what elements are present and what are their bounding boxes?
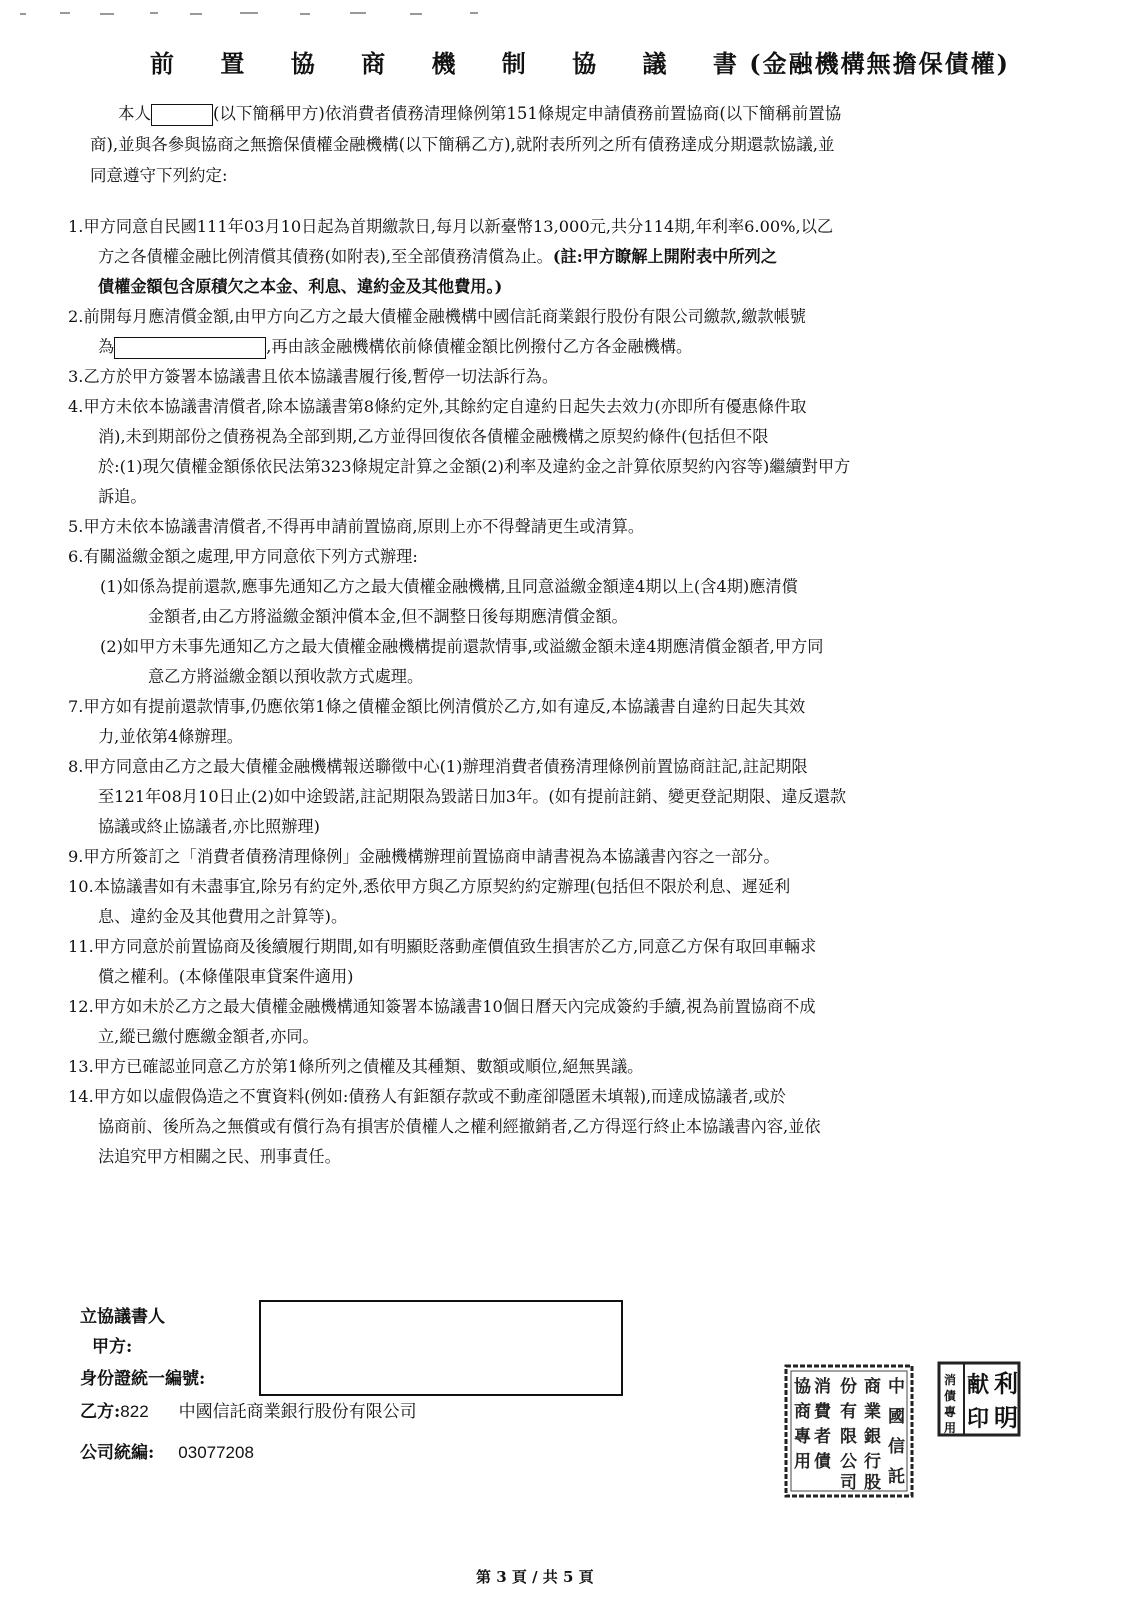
clause-6: [68, 542, 1068, 692]
stamp-text: 份: [840, 1377, 857, 1397]
stamp-text: 銀: [864, 1427, 881, 1447]
party-b-name: 中國信託商業銀行股份有限公司: [178, 1402, 417, 1422]
clause-line: 5.甲方未依本協議書清償者,不得再申請前置協商,原則上亦不得聲請更生或清算。: [68, 517, 645, 536]
clause-note: (註:甲方瞭解上開附表中所列之: [552, 247, 777, 266]
clause-line: 訴追。: [98, 487, 147, 506]
stamp-text: 債: [944, 1389, 957, 1403]
title-suffix: (金融機構無擔保債權): [749, 49, 1010, 78]
stamp-text: 託: [888, 1467, 905, 1487]
title-char: 書: [712, 49, 739, 78]
clause-line: 3.乙方於甲方簽署本協議書且依本協議書履行後,暫停一切法訴行為。: [68, 367, 559, 386]
clause-line: 12.甲方如未於乙方之最大債權金融機構通知簽署本協議書10個日曆天內完成簽約手續,視為前置協商不成: [68, 997, 816, 1016]
clause-14: [68, 1082, 1068, 1172]
clause-line: 4.甲方未依本協議書清償者,除本協議書第8條約定外,其餘約定自違約日起失去效力(亦即所有優惠條件取: [68, 397, 807, 416]
clause-line: 至121年08月10日止(2)如中途毀諾,註記期限為毀諾日加3年。(如有提前註銷、變更登記期限、違反還款: [98, 787, 847, 806]
clause-1: [68, 212, 1068, 302]
clause-line: 14.甲方如以虛假偽造之不實資料(例如:債務人有鉅額存款或不動產卻隱匿未填報),而達成協議者,或於: [68, 1087, 786, 1106]
clause-line: 1.甲方同意自民國111年03月10日起為首期繳款日,每月以新臺幣13,000元,共分114期,年利率6.00%,以乙: [68, 217, 834, 236]
redacted-signature-box: [259, 1300, 623, 1396]
clause-line: 9.甲方所簽訂之「消費者債務清理條例」金融機構辦理前置協商申請書視為本協議書內容之一部分。: [68, 847, 780, 866]
clause-line: 消),未到期部份之債務視為全部到期,乙方並得回復依各債權金融機構之原契約條件(包括但不限: [98, 427, 769, 446]
clause-text: 方之各債權金融比例清償其債務(如附表),至全部債務清償為止。: [98, 247, 553, 266]
party-b-label: 乙方:: [80, 1402, 121, 1422]
clause-8: [68, 752, 1068, 842]
stamp-text: 費: [814, 1402, 831, 1422]
clause-line: 協商前、後所為之無償或有償行為有損害於債權人之權利經撤銷者,乙方得逕行終止本協議書內容,並依: [98, 1117, 821, 1136]
clause-4: [68, 392, 1068, 512]
stamp-text: 債: [814, 1452, 831, 1472]
stamp-text: 印: [967, 1406, 990, 1432]
clause-line: 立,縱已繳付應繳金額者,亦同。: [98, 1027, 319, 1046]
clause-line: 協議或終止協議者,亦比照辦理): [98, 817, 320, 836]
signatory-heading: 立協議書人: [80, 1307, 165, 1327]
intro-line1: (以下簡稱甲方)依消費者債務清理條例第151條規定申請債務前置協商(以下簡稱前置協: [213, 104, 842, 123]
stamp-text: 商: [794, 1402, 811, 1422]
clause-line: 7.甲方如有提前還款情事,仍應依第1條之債權金額比例清償於乙方,如有違反,本協議書自違約日起失其效: [68, 697, 806, 716]
sub-clause-line: 意乙方將溢繳金額以預收款方式處理。: [148, 667, 424, 686]
redacted-account: [114, 337, 266, 359]
title-char: 協: [290, 49, 317, 78]
stamp-text: 献: [967, 1372, 990, 1398]
stamp-text: 明: [994, 1403, 1018, 1432]
stamp-text: 信: [888, 1437, 905, 1457]
stamp-text: 利: [994, 1369, 1018, 1398]
title-char: 機: [431, 49, 458, 78]
stamp-text: 限: [840, 1427, 857, 1447]
sub-clause-line: 金額者,由乙方將溢繳金額沖償本金,但不調整日後每期應清償金額。: [148, 607, 628, 626]
company-id-row: [80, 1438, 254, 1463]
clause-line: 6.有關溢繳金額之處理,甲方同意依下列方式辦理:: [68, 547, 418, 566]
clause-line: 償之權利。(本條僅限車貸案件適用): [98, 967, 354, 986]
stamp-text: 用: [794, 1452, 811, 1472]
company-id-value: 03077208: [178, 1443, 254, 1462]
clause-line: [68, 332, 1068, 362]
clause-line: 8.甲方同意由乙方之最大債權金融機構報送聯徵中心(1)辦理消費者債務清理條例前置協商註記,註記期限: [68, 757, 808, 776]
sub-clause-line: (2)如甲方未事先通知乙方之最大債權金融機構提前還款情事,或溢繳金額未達4期應清償金額者,甲方同: [100, 637, 824, 656]
sub-clause-line: (1)如係為提前還款,應事先通知乙方之最大債權金融機構,且同意溢繳金額達4期以上(含4期)應清償: [100, 577, 798, 596]
personal-seal-stamp: [936, 1360, 1022, 1438]
stamp-text: 司: [840, 1473, 857, 1493]
title-char: 商: [361, 49, 388, 78]
stamp-text: 協: [794, 1377, 811, 1397]
id-number-label: 身份證統一編號:: [80, 1369, 206, 1389]
stamp-text: 用: [944, 1421, 957, 1435]
clause-5: [68, 512, 1068, 542]
clause-3: [68, 362, 1068, 392]
party-a-label: 甲方:: [92, 1337, 133, 1357]
clause-2: [68, 302, 1068, 362]
stamp-text: 者: [814, 1427, 831, 1447]
clause-line: 2.前開每月應清償金額,由甲方向乙方之最大債權金融機構中國信託商業銀行股份有限公司繳款,繳款帳號: [68, 307, 806, 326]
stamp-text: 行: [864, 1452, 881, 1472]
stamp-text: 有: [840, 1402, 857, 1422]
scan-noise: [20, 8, 540, 22]
redacted-name: [151, 104, 213, 126]
clause-7: [68, 692, 1068, 752]
party-b-code: 822: [120, 1402, 149, 1421]
stamp-text: 專: [794, 1427, 811, 1447]
clause-line: 11.甲方同意於前置協商及後續履行期間,如有明顯貶落動產價值致生損害於乙方,同意乙方保有取回車輛求: [68, 937, 817, 956]
intro-line2: 商),並與各參與協商之無擔保債權金融機構(以下簡稱乙方),就附表所列之所有債務達成分期還款協議,並: [90, 135, 835, 154]
document-title: [150, 44, 1050, 84]
clause-9: [68, 842, 1068, 872]
clause-note-line: 債權金額包含原積欠之本金、利息、違約金及其他費用。): [98, 277, 503, 296]
page-number: 第 3 頁 / 共 5 頁: [476, 1568, 594, 1586]
stamp-text: 專: [944, 1405, 957, 1419]
stamp-text: 國: [888, 1407, 905, 1427]
clause-10: [68, 872, 1068, 932]
title-char: 制: [501, 49, 528, 78]
clause-line: 力,並依第4條辦理。: [98, 727, 243, 746]
intro-line3: 同意遵守下列約定:: [90, 166, 228, 185]
stamp-text: 股: [864, 1473, 881, 1493]
title-char: 議: [642, 49, 669, 78]
title-char: 置: [220, 49, 247, 78]
stamp-text: 公: [840, 1452, 857, 1472]
clause-line: 於:(1)現欠債權金額係依民法第323條規定計算之金額(2)利率及違約金之計算依原契約內容等)繼續對甲方: [98, 457, 851, 476]
stamp-text: 中: [888, 1377, 905, 1397]
party-b-row: [80, 1397, 417, 1422]
clause-12: [68, 992, 1068, 1052]
clause-line: 10.本協議書如有未盡事宜,除另有約定外,悉依甲方與乙方原契約約定辦理(包括但不限於利息、遲延利: [68, 877, 791, 896]
stamp-text: 商: [864, 1377, 881, 1397]
intro-prefix: 本人: [118, 104, 151, 123]
stamp-text: 消: [944, 1373, 957, 1387]
clause-text: ,再由該金融機構依前條債權金額比例撥付乙方各金融機構。: [266, 337, 693, 356]
company-id-label: 公司統編:: [80, 1443, 155, 1463]
title-char: 協: [572, 49, 599, 78]
company-seal-stamp: [782, 1362, 916, 1500]
clause-line: 法追究甲方相關之民、刑事責任。: [98, 1147, 341, 1166]
clause-13: [68, 1052, 1068, 1082]
clause-text: 為: [98, 337, 115, 356]
clause-11: [68, 932, 1068, 992]
intro-paragraph: [90, 98, 1070, 191]
stamp-text: 消: [814, 1377, 831, 1397]
clause-line: 13.甲方已確認並同意乙方於第1條所列之債權及其種類、數額或順位,絕無異議。: [68, 1057, 644, 1076]
clause-line: 息、違約金及其他費用之計算等)。: [98, 907, 348, 926]
stamp-text: 業: [864, 1402, 881, 1422]
title-char: 前: [150, 49, 176, 78]
clause-line: [68, 242, 1068, 272]
clauses-list: [68, 212, 1068, 1172]
